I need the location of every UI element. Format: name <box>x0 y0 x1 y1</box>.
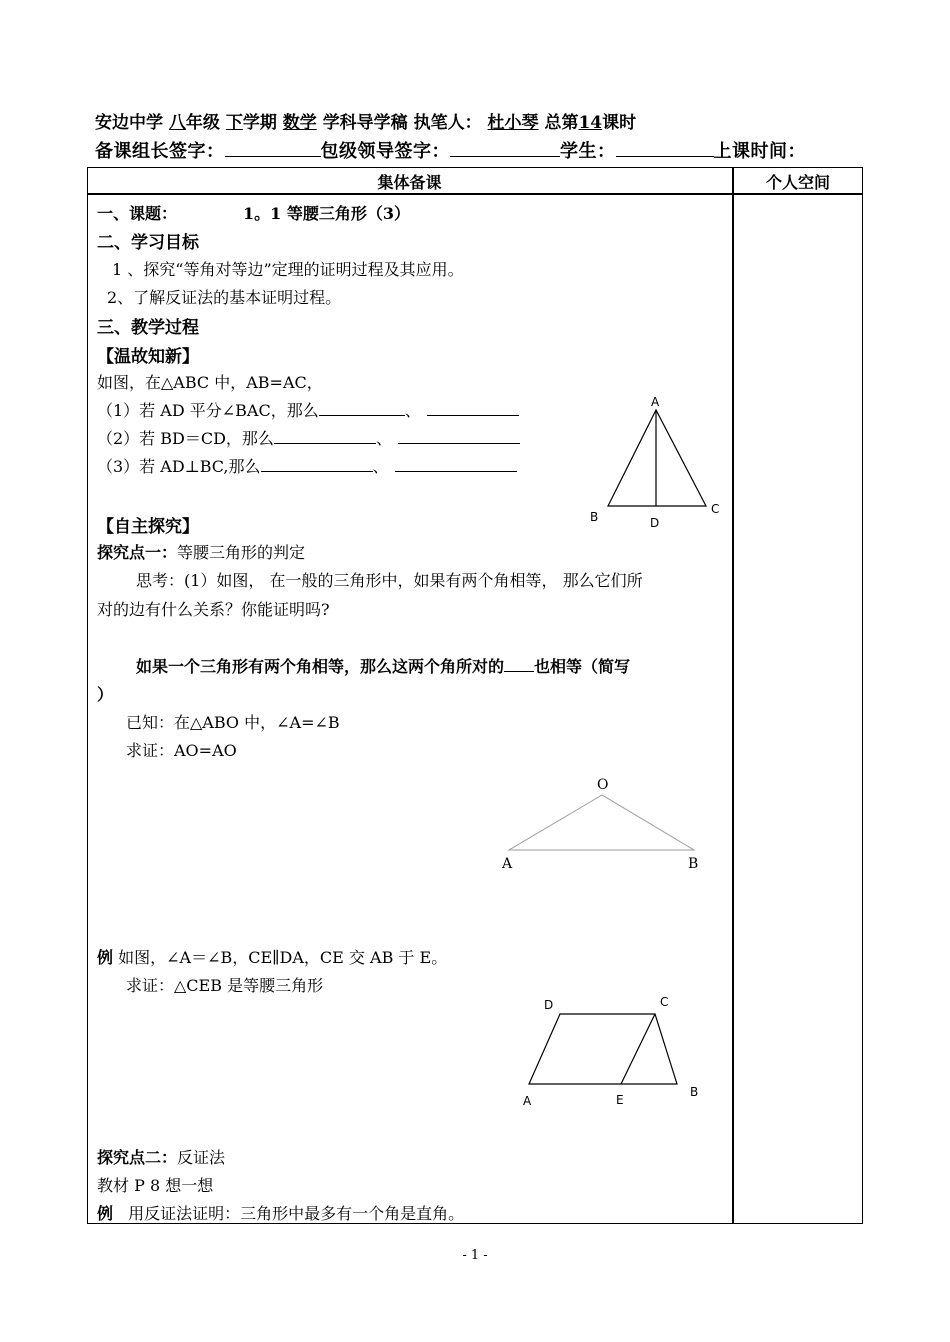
column-header-main: 集体备课 <box>377 173 442 192</box>
header-row-divider <box>87 193 863 195</box>
goal-1: 1 、探究“等角对等边”定理的证明过程及其应用。 <box>112 260 464 279</box>
label-a: A <box>502 856 513 872</box>
q1-sep: 、 <box>404 401 421 420</box>
trapezoid-outline <box>529 1014 677 1084</box>
review-intro: 如图，在△ABC 中，AB=AC， <box>97 373 323 392</box>
q2-sep: 、 <box>375 429 392 448</box>
topic-label: 一、课题： <box>97 204 178 223</box>
explore-title: 【自主探究】 <box>97 517 199 537</box>
example-2 <box>97 1201 464 1224</box>
q1-blank-2[interactable] <box>427 398 519 416</box>
q2-blank-2[interactable] <box>398 426 520 444</box>
think-line-2: 对的边有什么关系？你能证明吗? <box>97 600 330 619</box>
column-divider <box>732 167 734 1224</box>
header-line-2 <box>95 137 806 163</box>
content-table <box>87 167 863 1224</box>
theorem-line-2: ） <box>97 685 114 704</box>
page-number: - 1 - <box>462 1248 488 1263</box>
example-prove: 求证：△CEB 是等腰三角形 <box>126 976 324 995</box>
point-1-text: 等腰三角形的判定 <box>177 543 306 562</box>
given-text: 已知：在△ABO 中，∠A=∠B <box>126 713 340 732</box>
grade-value: 八 <box>168 113 186 133</box>
q2-blank-1[interactable] <box>274 426 376 444</box>
sign-grade-blank[interactable] <box>450 140 560 157</box>
example-2-label: 例 <box>97 1204 114 1223</box>
total-prefix: 总第 <box>544 113 579 133</box>
author-name: 杜小琴 <box>487 113 539 133</box>
goals-title: 二、学习目标 <box>97 233 199 253</box>
label-d: D <box>544 998 554 1012</box>
label-b: B <box>690 1085 699 1099</box>
goal-2: 2、了解反证法的基本证明过程。 <box>107 288 342 307</box>
point-1 <box>97 540 305 563</box>
example-1 <box>97 945 447 968</box>
q3-blank-2[interactable] <box>395 454 517 472</box>
point-2 <box>97 1145 225 1168</box>
segment-ce <box>621 1014 655 1084</box>
review-title: 【温故知新】 <box>97 347 199 367</box>
label-e: E <box>616 1093 624 1107</box>
label-c: C <box>660 995 669 1009</box>
triangle-abo-outline <box>509 795 694 850</box>
term-suffix: 学期 <box>242 113 277 133</box>
student-label: 学生： <box>560 141 616 162</box>
column-header-personal: 个人空间 <box>765 173 830 192</box>
school-name: 安边中学 <box>95 113 163 133</box>
q2-text: （2）若 BD＝CD，那么 <box>97 429 274 448</box>
theorem-blank[interactable] <box>504 654 534 672</box>
theorem-line-1 <box>136 654 630 677</box>
doc-type: 学科导学稿 执笔人： <box>322 113 482 133</box>
example-2-text: 用反证法证明：三角形中最多有一个角是直角。 <box>128 1204 465 1223</box>
theorem-text-2: 也相等（简写 <box>534 657 631 676</box>
sign-leader-label: 备课组长签字： <box>95 141 225 162</box>
review-question-3 <box>97 454 517 477</box>
term-value: 下 <box>225 113 243 133</box>
theorem-text-1: 如果一个三角形有两个角相等，那么这两个角所对的 <box>136 657 505 676</box>
example-label: 例 <box>97 948 114 967</box>
process-title: 三、教学过程 <box>97 318 199 338</box>
review-question-2 <box>97 426 520 449</box>
think-line-1: 思考：(1）如图， 在一般的三角形中，如果有两个角相等， 那么它们所 <box>136 571 643 590</box>
label-a: A <box>523 1094 532 1108</box>
label-d: D <box>650 516 660 530</box>
q1-blank-1[interactable] <box>319 398 405 416</box>
header-line-1 <box>95 108 636 133</box>
label-o: O <box>597 777 609 793</box>
review-question-1 <box>97 398 519 421</box>
trapezoid-figure <box>515 990 715 1115</box>
q1-text: （1）若 AD 平分∠BAC，那么 <box>97 401 319 420</box>
point-2-label: 探究点二： <box>97 1148 178 1167</box>
sign-grade-label: 包级领导签字： <box>320 141 450 162</box>
lesson-number: 14 <box>578 113 603 133</box>
triangle-abo-figure <box>490 770 720 880</box>
label-b: B <box>688 856 699 872</box>
triangle-abc-outline <box>608 410 706 506</box>
sign-leader-blank[interactable] <box>225 140 321 157</box>
textbook-ref: 教材 P 8 想一想 <box>97 1176 214 1195</box>
triangle-abc-figure <box>580 390 730 535</box>
label-a: A <box>651 395 660 409</box>
label-b: B <box>590 510 599 524</box>
subject-value: 数学 <box>282 113 317 133</box>
q3-text: （3）若 AD⊥BC,那么 <box>97 457 261 476</box>
grade-suffix: 年级 <box>185 113 220 133</box>
class-time-label: 上课时间： <box>713 141 806 162</box>
q3-sep: 、 <box>372 457 389 476</box>
point-1-label: 探究点一： <box>97 543 178 562</box>
example-text: 如图，∠A＝∠B，CE∥DA，CE 交 AB 于 E。 <box>118 948 448 967</box>
point-2-text: 反证法 <box>177 1148 226 1167</box>
label-c: C <box>711 502 720 516</box>
prove-text: 求证：AO=AO <box>126 741 237 760</box>
student-blank[interactable] <box>616 140 714 157</box>
lesson-suffix: 课时 <box>602 113 637 133</box>
q3-blank-1[interactable] <box>261 454 373 472</box>
topic-title: 1。1 等腰三角形（3） <box>243 204 410 223</box>
